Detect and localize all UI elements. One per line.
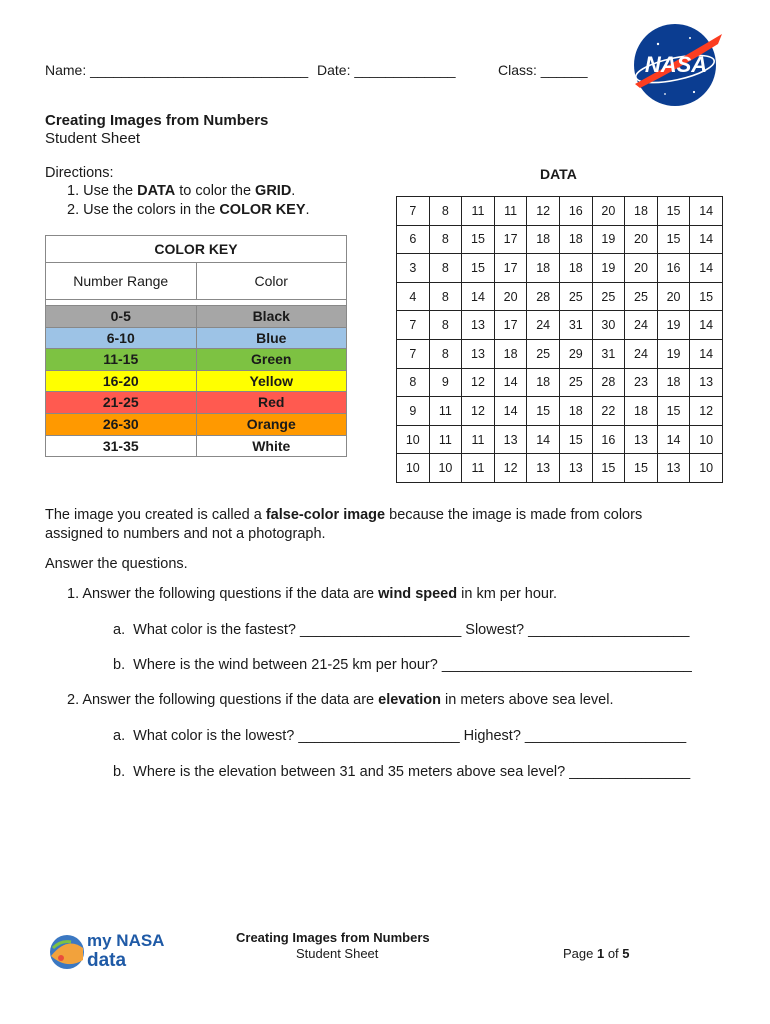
data-grid-cell: 19 — [592, 254, 625, 283]
data-grid-cell: 15 — [462, 254, 495, 283]
color-key-color: Blue — [256, 329, 287, 346]
data-grid-cell: 10 — [429, 454, 462, 483]
data-grid-cell: 15 — [625, 454, 658, 483]
data-grid-cell: 20 — [657, 282, 690, 311]
data-grid-cell: 8 — [429, 339, 462, 368]
color-key-range: 26-30 — [46, 414, 197, 435]
data-grid-cell: 18 — [559, 397, 592, 426]
logo-text-top: my NASA — [87, 931, 165, 950]
data-grid-cell: 11 — [462, 454, 495, 483]
data-grid-cell: 9 — [429, 368, 462, 397]
page-subtitle: Student Sheet — [45, 130, 141, 147]
data-grid-row — [397, 311, 723, 340]
data-grid-cell: 14 — [690, 339, 723, 368]
color-key-color: Yellow — [249, 372, 294, 389]
question-2b[interactable]: b. Where is the elevation between 31 and 35 meters above sea level? _______________ — [113, 764, 691, 780]
data-grid-cell: 10 — [690, 425, 723, 454]
data-grid-cell: 13 — [625, 425, 658, 454]
color-key-table — [45, 235, 347, 457]
data-grid-cell: 15 — [462, 225, 495, 254]
data-grid-cell: 9 — [397, 397, 430, 426]
data-grid-cell: 15 — [657, 225, 690, 254]
data-grid-cell: 11 — [429, 425, 462, 454]
data-grid-cell: 25 — [625, 282, 658, 311]
data-grid-cell: 14 — [690, 254, 723, 283]
question-1a[interactable]: a. What color is the fastest? ____________________ Slowest? ____________________ — [113, 622, 690, 638]
color-key-color: Black — [252, 308, 290, 324]
data-grid-cell: 18 — [625, 197, 658, 226]
data-grid-cell: 8 — [429, 282, 462, 311]
data-grid-cell: 15 — [690, 282, 723, 311]
data-grid-cell: 24 — [527, 311, 560, 340]
data-grid-cell: 20 — [592, 197, 625, 226]
question-2: 2. Answer the following questions if the data are elevation in meters above sea level. — [67, 692, 614, 708]
logo-text-bottom: data — [87, 950, 127, 970]
color-key-row — [46, 327, 346, 349]
data-grid-cell: 31 — [559, 311, 592, 340]
data-grid-cell: 15 — [657, 397, 690, 426]
data-grid-cell: 18 — [527, 254, 560, 283]
data-grid-cell: 31 — [592, 339, 625, 368]
data-grid-cell: 18 — [657, 368, 690, 397]
my-nasa-data-logo — [47, 926, 177, 970]
footer-title: Creating Images from Numbers — [236, 930, 430, 945]
direction-step-1: 1. Use the DATA to color the GRID. — [67, 183, 296, 199]
data-grid-cell: 14 — [462, 282, 495, 311]
data-grid-cell: 25 — [592, 282, 625, 311]
data-grid-cell: 15 — [592, 454, 625, 483]
data-grid-cell: 25 — [559, 368, 592, 397]
data-grid-row — [397, 397, 723, 426]
data-grid-cell: 13 — [690, 368, 723, 397]
data-grid-cell: 8 — [429, 311, 462, 340]
data-grid-cell: 11 — [462, 197, 495, 226]
data-grid-cell: 14 — [690, 197, 723, 226]
data-grid-cell: 11 — [462, 425, 495, 454]
data-grid-row — [397, 197, 723, 226]
data-grid-cell: 20 — [625, 254, 658, 283]
data-grid-cell: 14 — [690, 225, 723, 254]
data-grid-cell: 15 — [527, 397, 560, 426]
color-key-col-range: Number Range — [46, 263, 197, 299]
data-grid-cell: 20 — [494, 282, 527, 311]
data-grid-cell: 15 — [657, 197, 690, 226]
nasa-logo-text: NASA — [644, 52, 708, 77]
data-grid-cell: 12 — [462, 368, 495, 397]
data-grid-cell: 11 — [494, 197, 527, 226]
color-key-range: 31-35 — [46, 436, 197, 457]
data-grid-cell: 22 — [592, 397, 625, 426]
color-key-color: Green — [251, 351, 292, 368]
data-grid-cell: 12 — [690, 397, 723, 426]
data-grid-cell: 8 — [429, 254, 462, 283]
date-field-label: Date: _____________ — [317, 62, 456, 78]
data-grid-row — [397, 425, 723, 454]
data-grid-cell: 3 — [397, 254, 430, 283]
data-grid-cell: 8 — [429, 197, 462, 226]
data-grid-row — [397, 339, 723, 368]
data-grid-cell: 25 — [559, 282, 592, 311]
data-grid-cell: 12 — [494, 454, 527, 483]
data-grid-cell: 17 — [494, 254, 527, 283]
data-grid-cell: 14 — [494, 397, 527, 426]
data-grid-cell: 18 — [494, 339, 527, 368]
color-key-header — [46, 263, 346, 300]
data-grid-cell: 16 — [657, 254, 690, 283]
data-grid-cell: 10 — [397, 454, 430, 483]
name-field-label: Name: ____________________________ — [45, 62, 309, 78]
class-field-label: Class: ______ — [498, 62, 588, 78]
data-grid — [396, 196, 723, 483]
data-grid-cell: 13 — [462, 311, 495, 340]
data-grid-cell: 15 — [559, 425, 592, 454]
color-key-range: 0-5 — [46, 306, 197, 327]
color-key-color: White — [252, 437, 291, 454]
color-key-row — [46, 413, 346, 435]
data-grid-cell: 16 — [592, 425, 625, 454]
data-grid-cell: 14 — [690, 311, 723, 340]
data-grid-cell: 11 — [429, 397, 462, 426]
data-grid-cell: 7 — [397, 197, 430, 226]
color-key-row — [46, 305, 346, 327]
color-key-title: COLOR KEY — [46, 236, 346, 263]
data-grid-cell: 16 — [559, 197, 592, 226]
data-grid-cell: 18 — [559, 254, 592, 283]
data-grid-cell: 13 — [527, 454, 560, 483]
data-grid-cell: 29 — [559, 339, 592, 368]
data-grid-cell: 8 — [397, 368, 430, 397]
question-1b[interactable]: b. Where is the wind between 21-25 km per hour? _______________________________ — [113, 657, 692, 673]
explanation-line-2: assigned to numbers and not a photograph. — [45, 526, 326, 542]
color-key-row — [46, 370, 346, 392]
data-grid-cell: 19 — [592, 225, 625, 254]
data-grid-cell: 17 — [494, 311, 527, 340]
color-key-range: 16-20 — [46, 371, 197, 392]
answer-prompt: Answer the questions. — [45, 556, 188, 572]
data-grid-cell: 25 — [527, 339, 560, 368]
color-key-row — [46, 348, 346, 370]
data-title: DATA — [540, 166, 577, 182]
data-grid-row — [397, 454, 723, 483]
data-grid-cell: 18 — [527, 225, 560, 254]
data-grid-cell: 13 — [657, 454, 690, 483]
color-key-color: Orange — [246, 415, 296, 432]
data-grid-cell: 4 — [397, 282, 430, 311]
data-grid-cell: 12 — [527, 197, 560, 226]
data-grid-row — [397, 282, 723, 311]
data-grid-cell: 24 — [625, 311, 658, 340]
data-grid-cell: 12 — [462, 397, 495, 426]
page-number: Page 1 of 5 — [563, 946, 630, 961]
color-key-range: 6-10 — [46, 328, 197, 349]
data-grid-cell: 20 — [625, 225, 658, 254]
data-grid-cell: 28 — [527, 282, 560, 311]
data-grid-cell: 14 — [494, 368, 527, 397]
data-grid-cell: 19 — [657, 339, 690, 368]
data-grid-cell: 18 — [559, 225, 592, 254]
data-grid-cell: 28 — [592, 368, 625, 397]
question-2a[interactable]: a. What color is the lowest? ____________________ Highest? ____________________ — [113, 728, 687, 744]
data-grid-cell: 7 — [397, 311, 430, 340]
data-grid-cell: 18 — [625, 397, 658, 426]
color-key-row — [46, 391, 346, 413]
data-grid-cell: 24 — [625, 339, 658, 368]
color-key-range: 11-15 — [46, 349, 197, 370]
color-key-range: 21-25 — [46, 392, 197, 413]
data-grid-row — [397, 225, 723, 254]
data-grid-cell: 10 — [397, 425, 430, 454]
data-grid-cell: 14 — [657, 425, 690, 454]
data-grid-cell: 14 — [527, 425, 560, 454]
data-grid-cell: 13 — [494, 425, 527, 454]
color-key-color: Red — [258, 394, 285, 411]
data-grid-cell: 17 — [494, 225, 527, 254]
data-grid-cell: 10 — [690, 454, 723, 483]
data-grid-cell: 7 — [397, 339, 430, 368]
data-grid-cell: 18 — [527, 368, 560, 397]
page-title: Creating Images from Numbers — [45, 112, 269, 129]
data-grid-cell: 23 — [625, 368, 658, 397]
data-grid-cell: 6 — [397, 225, 430, 254]
data-grid-cell: 13 — [559, 454, 592, 483]
color-key-row — [46, 435, 346, 457]
footer-subtitle: Student Sheet — [296, 946, 379, 961]
data-grid-cell: 30 — [592, 311, 625, 340]
data-grid-cell: 19 — [657, 311, 690, 340]
direction-step-2: 2. Use the colors in the COLOR KEY. — [67, 202, 310, 218]
data-grid-cell: 8 — [429, 225, 462, 254]
data-grid-cell: 13 — [462, 339, 495, 368]
color-key-col-color: Color — [254, 273, 288, 289]
nasa-logo — [630, 22, 725, 108]
explanation-line-1: The image you created is called a false-color image because the image is made from colors — [45, 507, 643, 523]
data-grid-row — [397, 254, 723, 283]
question-1: 1. Answer the following questions if the data are wind speed in km per hour. — [67, 586, 558, 602]
directions-heading: Directions: — [45, 165, 114, 181]
data-grid-row — [397, 368, 723, 397]
